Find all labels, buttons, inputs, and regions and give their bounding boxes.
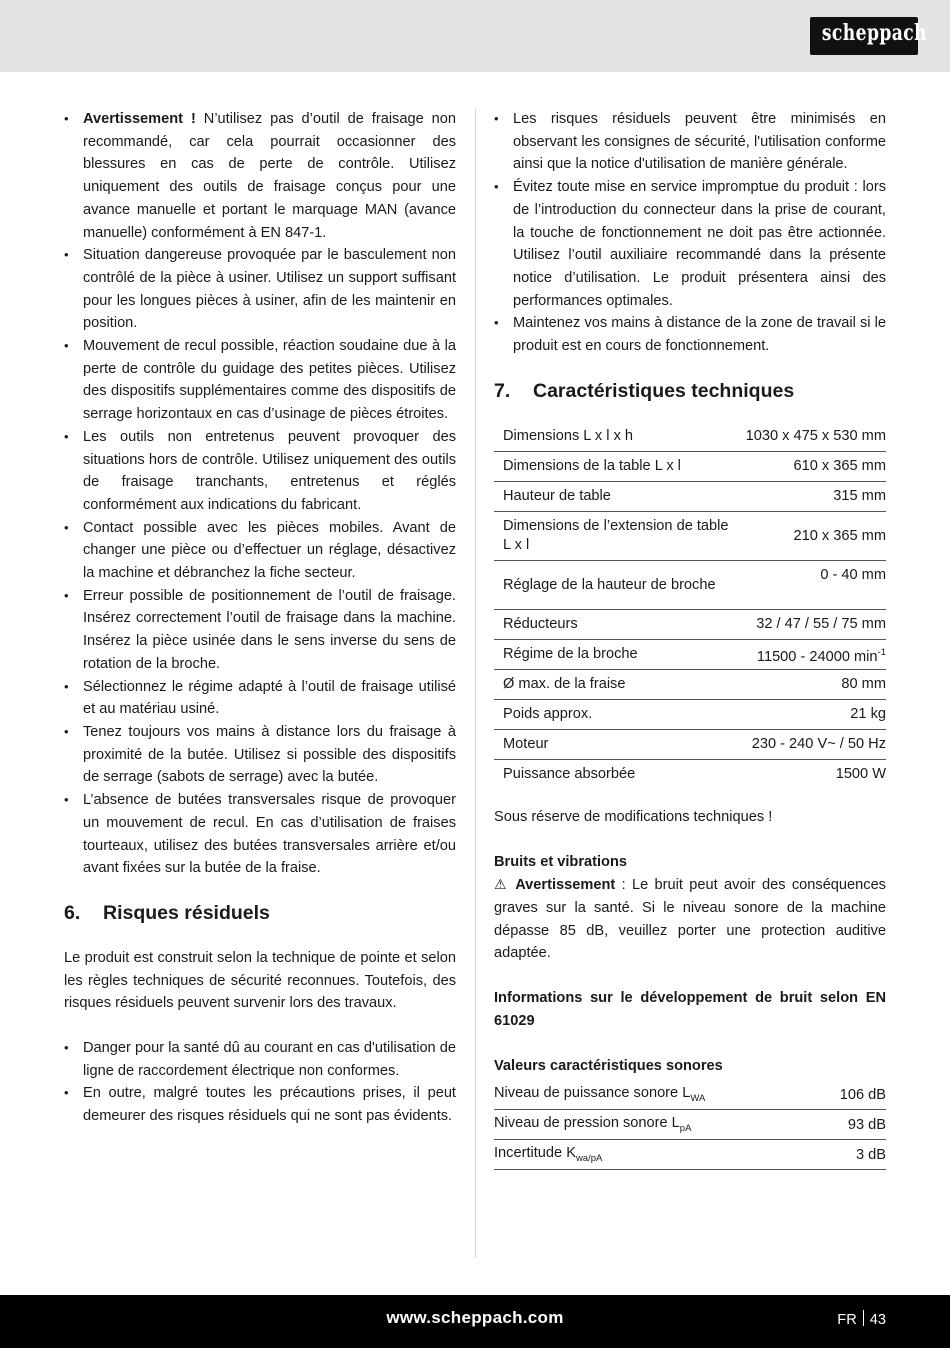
residual-risk-list — [64, 1037, 456, 1128]
spec-label: Régime de la broche — [494, 640, 746, 670]
warning-list — [64, 108, 456, 880]
spec-label: Moteur — [494, 730, 746, 760]
sound-values-table — [494, 1080, 886, 1170]
sound-label-text: Incertitude K — [494, 1145, 576, 1162]
right-column — [494, 108, 886, 1170]
section-6-heading — [64, 901, 456, 925]
table-row — [494, 1080, 886, 1110]
sound-value: 93 dB — [816, 1110, 886, 1140]
spec-label: Hauteur de table — [494, 482, 746, 512]
list-item: • Maintenez vos mains à distance de la zone de travail si le produit est en cours de fonctionnement. — [494, 312, 886, 357]
table-row — [494, 700, 886, 730]
warning-text: N’utilisez pas d’outil de fraisage non recommandé, car cela pourrait occasionner des blessures en cas de perte de contrôle. Utilisez uniquement des outils de fraisage conçus pour une avance manuelle et portant le marquage MAN (avance manuelle) conformément à EN 847-1. — [83, 111, 456, 241]
list-item — [64, 108, 456, 244]
sound-label-subscript: WA — [690, 1093, 706, 1105]
residual-risk-list-continued — [494, 108, 886, 358]
noise-warning-text: : Le bruit peut avoir des conséquences graves sur la santé. Si le niveau sonore de la machine dépasse 85 dB, veuillez porter une protection auditive adaptée. — [494, 877, 886, 962]
scheppach-logo — [810, 17, 927, 55]
header-band — [0, 0, 950, 72]
table-row — [494, 422, 886, 452]
list-item: • Évitez toute mise en service impromptue du produit : lors de l’introduction du connecteur dans la prise de courant, la touche de fonctionnement ne doit pas être actionnée. Utilisez l’outil auxiliaire recommandé dans la présente notice d’utilisation. Le produit présentera ainsi des performances optimales. — [494, 176, 886, 312]
table-row — [494, 561, 886, 610]
spec-value-exponent: -1 — [877, 646, 886, 658]
spec-label: Puissance absorbée — [503, 766, 636, 783]
list-item: • En outre, malgré toutes les précautions prises, il peut demeurer des risques résiduels qui ne sont pas évidents. — [64, 1082, 456, 1127]
spec-value: 1500 W — [835, 766, 886, 783]
noise-info-heading: Informations sur le développement de bruit selon EN 61029 — [494, 989, 886, 1029]
spec-label: Dimensions L x l x h — [494, 422, 746, 452]
spec-value: 21 kg — [746, 700, 886, 730]
section-number: 7. — [494, 379, 511, 402]
noise-warning — [494, 874, 886, 965]
spec-value: 32 / 47 / 55 / 75 mm — [746, 610, 886, 640]
page-indicator — [837, 1310, 886, 1328]
sound-label-subscript: pA — [679, 1123, 692, 1135]
warning-lead: Avertissement ! — [83, 111, 196, 127]
list-item: • Tenez toujours vos mains à distance lors du fraisage à proximité de la butée. Utilisez si possible des dispositifs de serrage (sabots de serrage) avec la butée. — [64, 721, 456, 789]
list-item: • Contact possible avec les pièces mobiles. Avant de changer une pièce ou d’effectuer un réglage, désactivez la machine et débranchez la fiche secteur. — [64, 517, 456, 585]
list-item: • Les risques résiduels peuvent être minimisés en observant les consignes de sécurité, l'utilisation conforme ainsi que la notice d'utilisation de manière générale. — [494, 108, 886, 176]
spec-value: 315 mm — [746, 482, 886, 512]
section-6-intro: Le produit est construit selon la technique de pointe et selon les règles techniques de sécurité reconnues. Toutefois, des risques résiduels peuvent survenir lors des travaux. — [64, 949, 456, 1012]
warning-triangle-icon: ⚠ — [494, 877, 509, 894]
spec-label: Poids approx. — [494, 700, 746, 730]
table-row — [494, 512, 886, 561]
page-separator — [863, 1310, 864, 1326]
spec-label: Réducteurs — [494, 610, 746, 640]
section-number: 6. — [64, 901, 81, 924]
list-item: • L’absence de butées transversales risque de provoquer un mouvement de recul. En cas d’utilisation de fraises tourteaux, utilisez des butées transversales arrière et/ou avant fixées sur la butée de la fraise. — [64, 789, 456, 880]
spec-value: 230 - 240 V~ / 50 Hz — [746, 730, 886, 760]
table-row — [494, 730, 886, 760]
logo-text: scheppach — [821, 20, 927, 46]
spec-value-text: 11500 - 24000 min — [756, 648, 878, 665]
list-item: • Erreur possible de positionnement de l’outil de fraisage. Insérez correctement l’outil de fraisage dans la machine. Insérez la pièce usinée dans le sens inverse du sens de rotation de la broche. — [64, 585, 456, 676]
footer-url: www.scheppach.com — [386, 1308, 564, 1327]
spec-value: 210 x 365 mm — [746, 512, 886, 561]
spec-value: 1030 x 475 x 530 mm — [746, 422, 886, 452]
list-item: • Situation dangereuse provoquée par le basculement non contrôlé de la pièce à usiner. Utilisez un support suffisant pour les longues pièces à usiner, afin de les maintenir en position. — [64, 244, 456, 335]
specs-table — [494, 422, 886, 790]
list-item: • Les outils non entretenus peuvent provoquer des situations hors de contrôle. Utilisez uniquement des outils de fraisage tranchants, entretenus et réglés conformément aux indications du fabricant. — [64, 426, 456, 517]
spec-label: Dimensions de l’extension de table L x l — [494, 512, 746, 561]
noise-warning-lead: Avertissement — [515, 877, 616, 894]
column-divider — [475, 108, 476, 1258]
sound-values-heading: Valeurs caractéristiques sonores — [494, 1058, 723, 1075]
footer-bar — [0, 1295, 950, 1348]
sound-label-text: Niveau de puissance sonore L — [494, 1085, 691, 1102]
spec-value: 610 x 365 mm — [746, 452, 886, 482]
spec-label: Réglage de la hauteur de broche — [494, 561, 746, 610]
section-title: Caractéristiques techniques — [533, 379, 795, 402]
sound-label-text: Niveau de pression sonore L — [494, 1115, 680, 1132]
left-column — [64, 108, 456, 1128]
sound-label-subscript: wa/pA — [575, 1153, 603, 1165]
page-number: 43 — [869, 1312, 886, 1328]
table-row — [494, 452, 886, 482]
sound-label — [494, 1080, 816, 1110]
spec-label: Dimensions de la table L x l — [494, 452, 746, 482]
sound-label — [494, 1140, 816, 1170]
list-item: • Mouvement de recul possible, réaction soudaine due à la perte de contrôle du guidage des petites pièces. Utilisez des dispositifs supplémentaires comme des dispositifs de serrage horizontaux en cas d’usinage de pièces étroites. — [64, 335, 456, 426]
table-row — [494, 640, 886, 670]
reserve-note: Sous réserve de modifications techniques ! — [494, 808, 773, 825]
table-row — [494, 760, 886, 790]
table-row — [494, 1140, 886, 1170]
section-title: Risques résiduels — [103, 901, 270, 924]
table-row — [494, 670, 886, 700]
list-item: • Sélectionnez le régime adapté à l’outil de fraisage utilisé et au matériau usiné. — [64, 676, 456, 721]
language-code: FR — [837, 1312, 857, 1328]
spec-value: 0 - 40 mm — [746, 561, 886, 610]
table-row — [494, 610, 886, 640]
sound-label — [494, 1110, 816, 1140]
section-7-heading — [494, 379, 886, 403]
list-item: • Danger pour la santé dû au courant en cas d'utilisation de ligne de raccordement électrique non conformes. — [64, 1037, 456, 1082]
noise-heading: Bruits et vibrations — [494, 854, 627, 871]
sound-value: 3 dB — [816, 1140, 886, 1170]
spec-value — [746, 640, 886, 670]
table-row — [494, 1110, 886, 1140]
sound-value: 106 dB — [816, 1080, 886, 1110]
table-row — [494, 482, 886, 512]
spec-value: 80 mm — [746, 670, 886, 700]
spec-label: Ø max. de la fraise — [494, 670, 746, 700]
